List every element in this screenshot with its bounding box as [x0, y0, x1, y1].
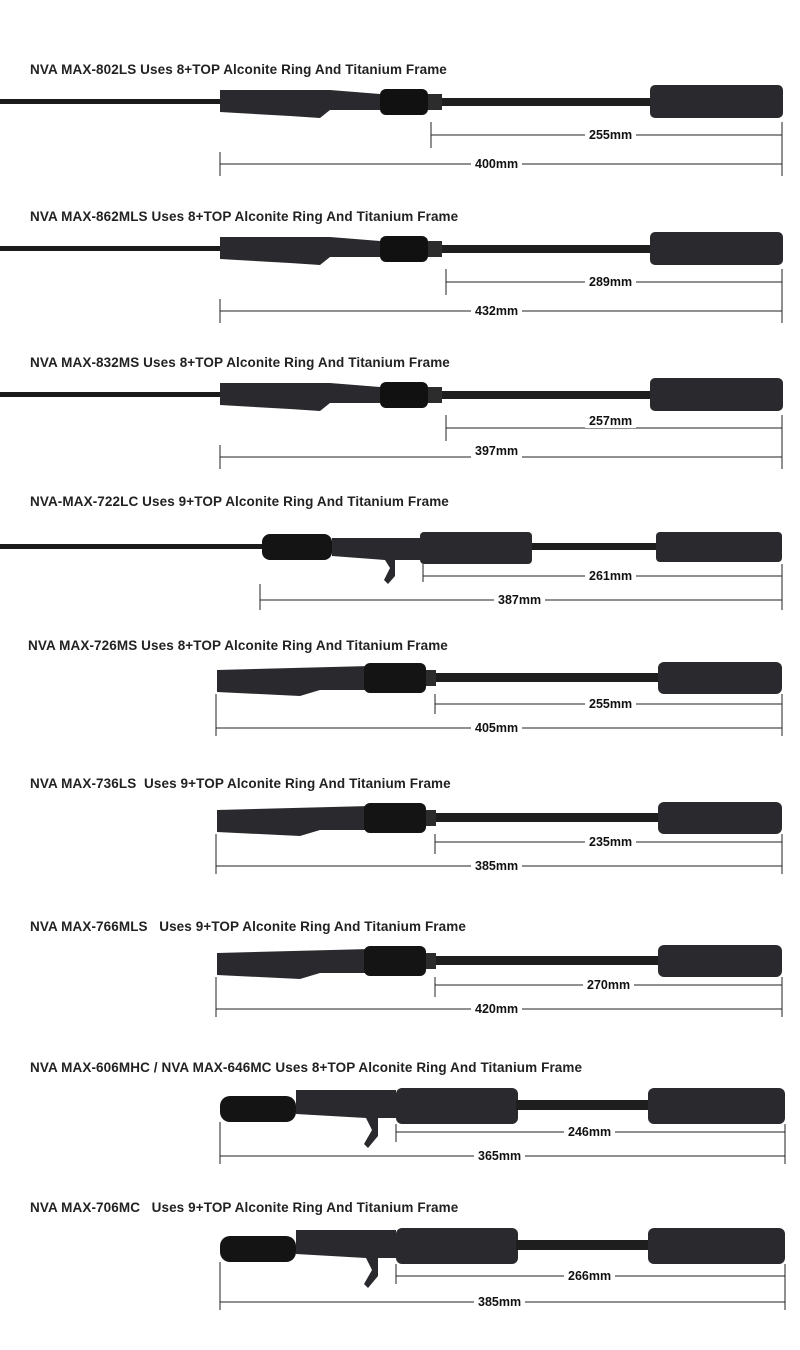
short-measure: 270mm: [583, 978, 634, 992]
rod-title: NVA MAX-606MHC / NVA MAX-646MC Uses 8+TOP Alconite Ring And Titanium Frame: [30, 1060, 583, 1075]
rod-section-726ms: [0, 638, 800, 788]
rod-section-606mhc-646mc: [0, 1060, 800, 1210]
short-measure: 255mm: [585, 128, 636, 142]
short-measure: 246mm: [564, 1125, 615, 1139]
long-measure: 365mm: [474, 1149, 525, 1163]
rod-image: [0, 798, 800, 918]
long-measure: 385mm: [474, 1295, 525, 1309]
rod-image: [0, 227, 800, 347]
rod-image: [0, 658, 800, 778]
rod-section-832ms: [0, 355, 800, 505]
rod-section-862mls: [0, 209, 800, 359]
long-measure: 420mm: [471, 1002, 522, 1016]
long-measure: 400mm: [471, 157, 522, 171]
long-measure: 397mm: [471, 444, 522, 458]
rod-title: NVA MAX-706MC Uses 9+TOP Alconite Ring And Titanium Frame: [30, 1200, 459, 1215]
short-measure: 257mm: [585, 414, 636, 428]
rod-section-766mls: [0, 919, 800, 1069]
long-measure: 385mm: [471, 859, 522, 873]
short-measure: 261mm: [585, 569, 636, 583]
rod-image: [0, 941, 800, 1061]
rod-image: [0, 1224, 800, 1344]
rod-title: NVA MAX-832MS Uses 8+TOP Alconite Ring And Titanium Frame: [30, 355, 450, 370]
long-measure: 387mm: [494, 593, 545, 607]
rod-section-736ls: [0, 776, 800, 926]
short-measure: 235mm: [585, 835, 636, 849]
rod-title: NVA MAX-726MS Uses 8+TOP Alconite Ring And Titanium Frame: [28, 638, 448, 653]
rod-image: [0, 1084, 800, 1204]
rod-title: NVA MAX-862MLS Uses 8+TOP Alconite Ring And Titanium Frame: [30, 209, 459, 224]
rod-title: NVA MAX-766MLS Uses 9+TOP Alconite Ring And Titanium Frame: [30, 919, 466, 934]
rod-section-706mc: [0, 1200, 800, 1350]
rod-section-722lc: [0, 494, 800, 644]
rod-image: [0, 524, 800, 644]
rod-image: [0, 80, 800, 200]
rod-title: NVA MAX-736LS Uses 9+TOP Alconite Ring And Titanium Frame: [30, 776, 451, 791]
rod-title: NVA-MAX-722LC Uses 9+TOP Alconite Ring And Titanium Frame: [30, 494, 449, 509]
short-measure: 289mm: [585, 275, 636, 289]
rod-section-802ls: [0, 62, 800, 212]
rod-title: NVA MAX-802LS Uses 8+TOP Alconite Ring And Titanium Frame: [30, 62, 447, 77]
rod-image: [0, 373, 800, 493]
long-measure: 432mm: [471, 304, 522, 318]
short-measure: 266mm: [564, 1269, 615, 1283]
long-measure: 405mm: [471, 721, 522, 735]
short-measure: 255mm: [585, 697, 636, 711]
